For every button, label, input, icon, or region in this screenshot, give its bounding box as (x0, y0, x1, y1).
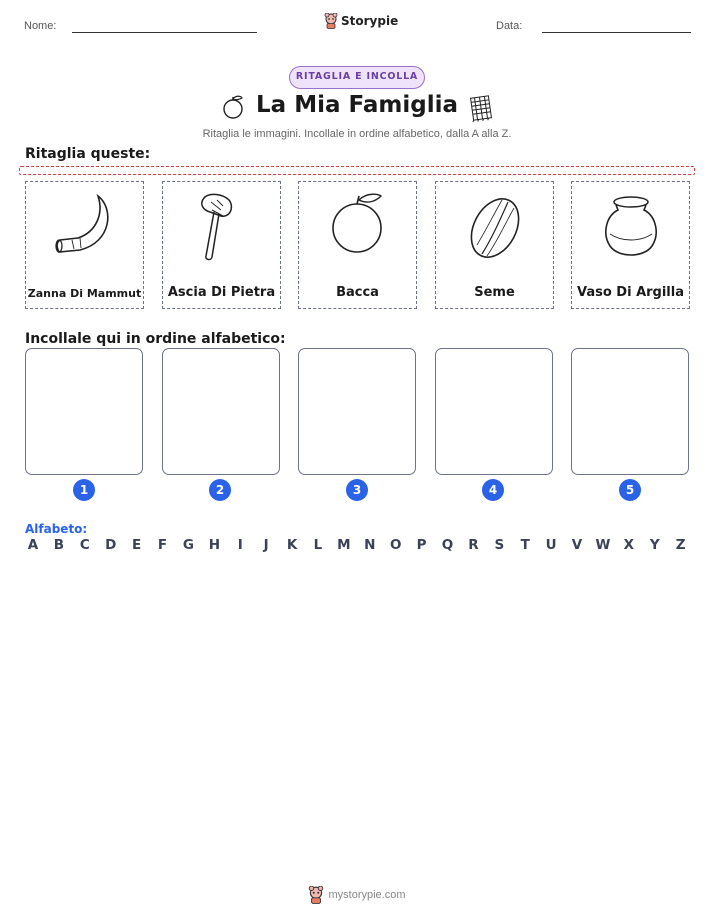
alphabet-letter: X (623, 537, 635, 553)
slot-number-2: 2 (209, 479, 231, 501)
card-label: Ascia Di Pietra (167, 285, 276, 300)
stone-axe-icon (187, 190, 257, 266)
cut-section-heading: Ritaglia queste: (25, 146, 151, 162)
cut-line (19, 166, 695, 175)
alphabet-letter: S (494, 537, 505, 553)
alphabet-letter: B (53, 537, 65, 553)
alphabet-letter: G (182, 537, 194, 553)
alphabet-letter: M (337, 537, 351, 553)
woven-mat-icon (468, 94, 494, 122)
cut-card-berry[interactable] (298, 181, 417, 309)
paste-slot-1[interactable] (25, 348, 143, 475)
name-label: Nome: (24, 20, 57, 32)
footer (0, 886, 714, 904)
seed-icon (460, 190, 530, 266)
slot-number-1: 1 (73, 479, 95, 501)
card-label: Bacca (336, 285, 379, 300)
slot-number-3: 3 (346, 479, 368, 501)
alphabet-letter: Z (675, 537, 686, 553)
alphabet-letter: J (263, 537, 269, 553)
clay-pot-icon (596, 190, 666, 266)
cut-card-stone-axe[interactable] (162, 181, 281, 309)
alphabet-letter: E (132, 537, 142, 553)
paste-slot-4[interactable] (435, 348, 553, 475)
alphabet-letter: F (157, 537, 168, 553)
alphabet-letter: A (27, 537, 39, 553)
instructions-text: Ritaglia le immagini. Incollale in ordine alfabetico, dalla A alla Z. (202, 128, 512, 140)
card-label: Zanna Di Mammut (27, 287, 142, 300)
card-label: Seme (474, 285, 515, 300)
slot-number-5: 5 (619, 479, 641, 501)
brand-name: Storypie (341, 14, 399, 28)
alphabet-letter: Y (649, 537, 660, 553)
storypie-mascot-icon (308, 886, 324, 904)
paste-slot-2[interactable] (162, 348, 280, 475)
alphabet-letter: P (416, 537, 427, 553)
card-label: Vaso Di Argilla (576, 285, 684, 300)
slot-number-4: 4 (482, 479, 504, 501)
mammoth-tusk-icon (50, 190, 120, 266)
page-title: La Mia Famiglia (256, 92, 458, 118)
cut-card-clay-pot[interactable] (571, 181, 690, 309)
alphabet-letter: I (237, 537, 243, 553)
alphabet-letter: U (545, 537, 557, 553)
date-label: Data: (496, 20, 523, 32)
footer-url[interactable]: mystorypie.com (328, 889, 406, 901)
alphabet-letter: H (208, 537, 220, 553)
alphabet-letter: C (79, 537, 90, 553)
alphabet-letter: L (313, 537, 323, 553)
alphabet-letter: K (286, 537, 298, 553)
paste-section-heading: Incollale qui in ordine alfabetico: (25, 331, 286, 347)
brand-logo (324, 13, 398, 29)
cut-card-seed[interactable] (435, 181, 554, 309)
alphabet-letter: Q (441, 537, 454, 553)
alphabet-letter: T (520, 537, 530, 553)
alphabet-letter: W (595, 537, 611, 553)
alphabet-letter: V (571, 537, 583, 553)
storypie-mascot-icon (324, 13, 338, 29)
alphabet-heading: Alfabeto: (25, 522, 88, 536)
alphabet-letter: O (389, 537, 402, 553)
cut-card-mammoth-tusk[interactable] (25, 181, 144, 309)
paste-slot-5[interactable] (571, 348, 689, 475)
alphabet-row (24, 537, 690, 553)
activity-badge: RITAGLIA E INCOLLA (289, 66, 425, 89)
alphabet-letter: N (364, 537, 376, 553)
alphabet-letter: R (468, 537, 479, 553)
alphabet-letter: D (105, 537, 117, 553)
date-line[interactable] (542, 32, 691, 33)
name-line[interactable] (72, 32, 257, 33)
berry-icon (323, 190, 393, 266)
paste-slot-3[interactable] (298, 348, 416, 475)
